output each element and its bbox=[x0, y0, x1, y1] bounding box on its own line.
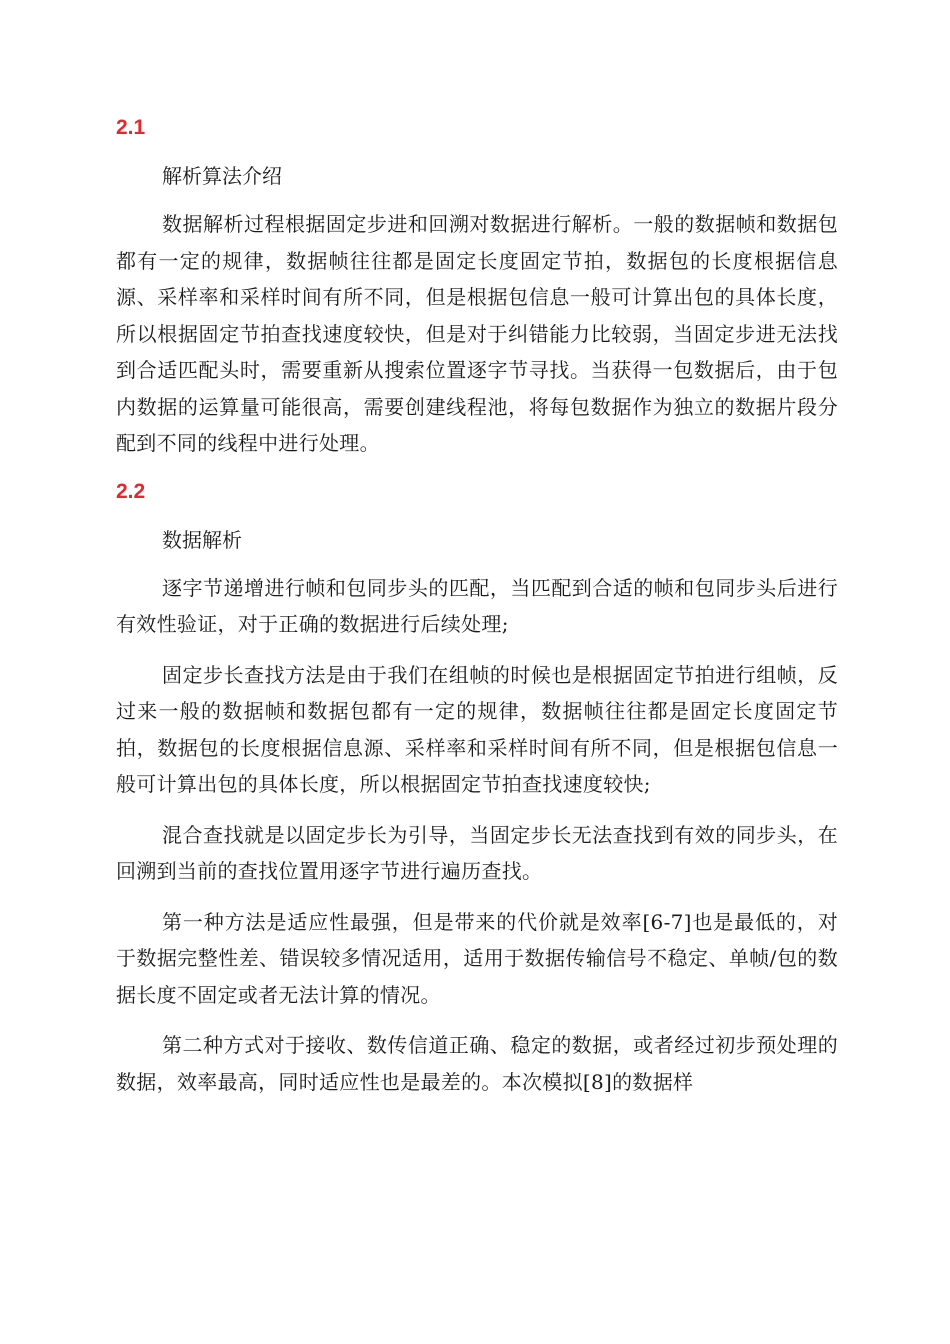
section-2-2 bbox=[116, 476, 838, 1101]
section-title: 解析算法介绍 bbox=[162, 164, 282, 188]
paragraph: 混合查找就是以固定步长为引导，当固定步长无法查找到有效的同步头，在回溯到当前的查找位置用逐字节进行遍历查找。 bbox=[116, 822, 838, 883]
paragraph: 第一种方法是适应性最强，但是带来的代价就是效率[6-7]也是最低的，对于数据完整性差、错误较多情况适用，适用于数据传输信号不稳定、单帧/包的数据长度不固定或者无法计算的情况。 bbox=[116, 909, 838, 1007]
paragraph: 数据解析过程根据固定步进和回溯对数据进行解析。一般的数据帧和数据包都有一定的规律，数据帧往往都是固定长度固定节拍，数据包的长度根据信息源、采样率和采样时间有所不同，但是根据包信息一般可计算出包的具体长度，所以根据固定节拍查找速度较快，但是对于纠错能力比较弱，当固定步进无法找到合适匹配头时，需要重新从搜索位置逐字节寻找。当获得一包数据后，由于包内数据的运算量可能很高，需要创建线程池，将每包数据作为独立的数据片段分配到不同的线程中进行处理。 bbox=[116, 212, 838, 455]
document-body bbox=[116, 112, 838, 1114]
section-number: 2.1 bbox=[116, 116, 146, 139]
section-title: 数据解析 bbox=[162, 527, 242, 552]
paragraph: 固定步长查找方法是由于我们在组帧的时候也是根据固定节拍进行组帧，反过来一般的数据帧和数据包都有一定的规律，数据帧往往都是固定长度固定节拍，数据包的长度根据信息源、采样率和采样时间有所不同，但是根据包信息一般可计算出包的具体长度，所以根据固定节拍查找速度较快; bbox=[116, 662, 838, 796]
paragraph: 第二种方式对于接收、数传信道正确、稳定的数据，或者经过初步预处理的数据，效率最高，同时适应性也是最差的。本次模拟[8]的数据样 bbox=[116, 1033, 838, 1094]
section-2-1 bbox=[116, 112, 838, 462]
section-number: 2.2 bbox=[116, 479, 146, 503]
paragraph: 逐字节递增进行帧和包同步头的匹配，当匹配到合适的帧和包同步头后进行有效性验证，对于正确的数据进行后续处理; bbox=[116, 575, 838, 636]
